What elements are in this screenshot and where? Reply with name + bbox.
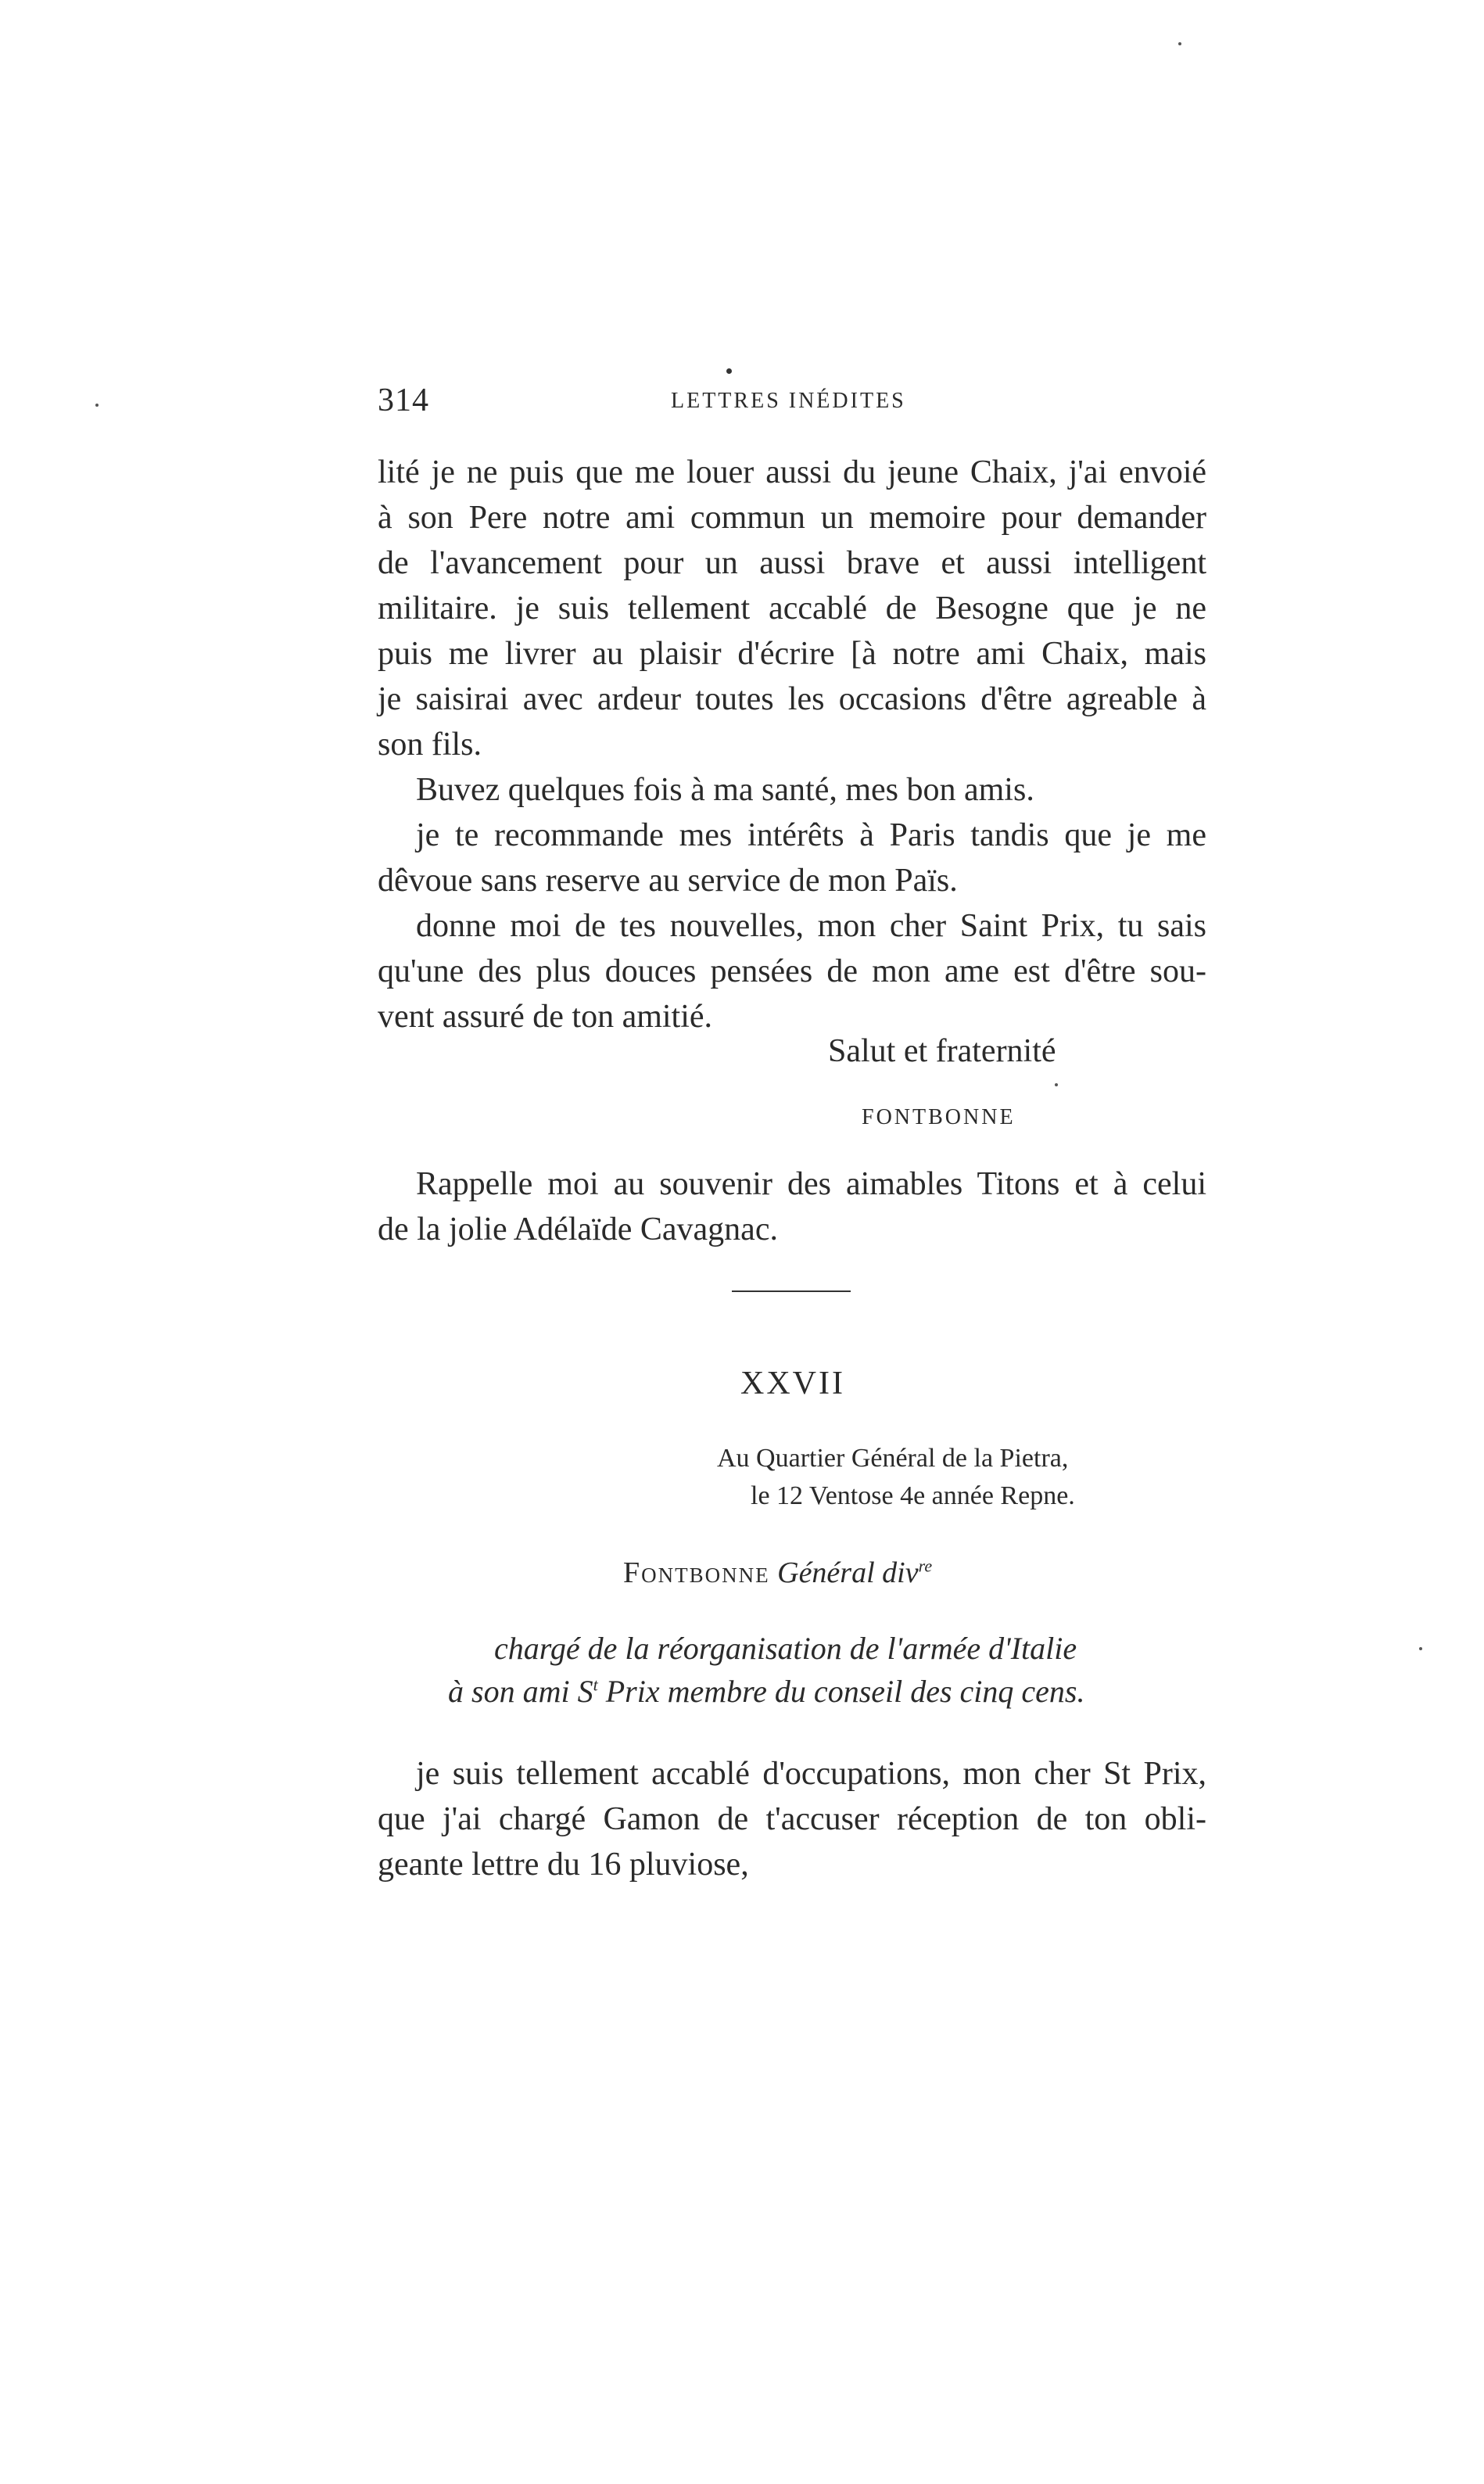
body-line: son fils. — [378, 727, 482, 763]
address-text: à son ami S — [448, 1674, 593, 1709]
body-line: geante lettre du 16 pluviose, — [378, 1847, 749, 1883]
scan-speck — [1055, 1083, 1058, 1086]
closing-salutation: Salut et fraternité — [828, 1033, 1056, 1069]
sender-title-sup: re — [918, 1556, 933, 1576]
body-line: de l'avancement pour un aussi brave et aussi intelligent — [378, 545, 1206, 581]
body-line: lité je ne puis que me louer aussi du jeune Chaix, j'ai envoié — [378, 454, 1206, 490]
address-line: chargé de la réorganisation de l'armée d'Italie — [494, 1631, 1077, 1666]
dateline-date: le 12 Ventose 4e année Repne. — [751, 1481, 1075, 1510]
running-title: LETTRES INÉDITES — [671, 389, 906, 413]
body-line: je saisirai avec ardeur toutes les occasions d'être agreable à — [378, 681, 1206, 717]
postscript-line: Rappelle moi au souvenir des aimables Titons et à celui — [416, 1166, 1206, 1202]
sender-name: Fontbonne — [623, 1556, 770, 1589]
postscript-line: de la jolie Adélaïde Cavagnac. — [378, 1211, 778, 1247]
page-number: 314 — [378, 382, 429, 418]
body-line: à son Pere notre ami commun un memoire pour demander — [378, 500, 1206, 536]
section-divider — [732, 1290, 851, 1292]
signature: FONTBONNE — [862, 1105, 1016, 1129]
body-line: puis me livrer au plaisir d'écrire [à notre ami Chaix, mais — [378, 636, 1206, 672]
body-line: Buvez quelques fois à ma santé, mes bon amis. — [416, 772, 1034, 808]
body-line: je te recommande mes intérêts à Paris tandis que je me — [416, 817, 1206, 853]
scan-speck — [1419, 1647, 1422, 1650]
address-line — [448, 1673, 1085, 1710]
scan-speck — [95, 404, 99, 407]
letter-number: XXVII — [740, 1366, 845, 1402]
body-line: militaire. je suis tellement accablé de Besogne que je ne — [378, 590, 1206, 626]
body-line: je suis tellement accablé d'occupations, mon cher St Prix, — [416, 1756, 1206, 1792]
dateline-place: Au Quartier Général de la Pietra, — [717, 1444, 1069, 1473]
body-line: qu'une des plus douces pensées de mon ame est d'être sou- — [378, 953, 1206, 989]
sender-line — [623, 1556, 932, 1590]
address-text: Prix membre du conseil des cinq cens. — [597, 1674, 1085, 1709]
header-dot — [726, 368, 732, 374]
body-line: que j'ai chargé Gamon de t'accuser réception de ton obli- — [378, 1801, 1206, 1837]
sender-title: Général div — [777, 1556, 919, 1589]
body-line: donne moi de tes nouvelles, mon cher Saint Prix, tu sais — [416, 908, 1206, 944]
scan-speck — [1178, 42, 1181, 45]
body-line: vent assuré de ton amitié. — [378, 999, 713, 1035]
body-line: dêvoue sans reserve au service de mon Païs. — [378, 863, 958, 899]
address-sup: t — [593, 1675, 598, 1695]
